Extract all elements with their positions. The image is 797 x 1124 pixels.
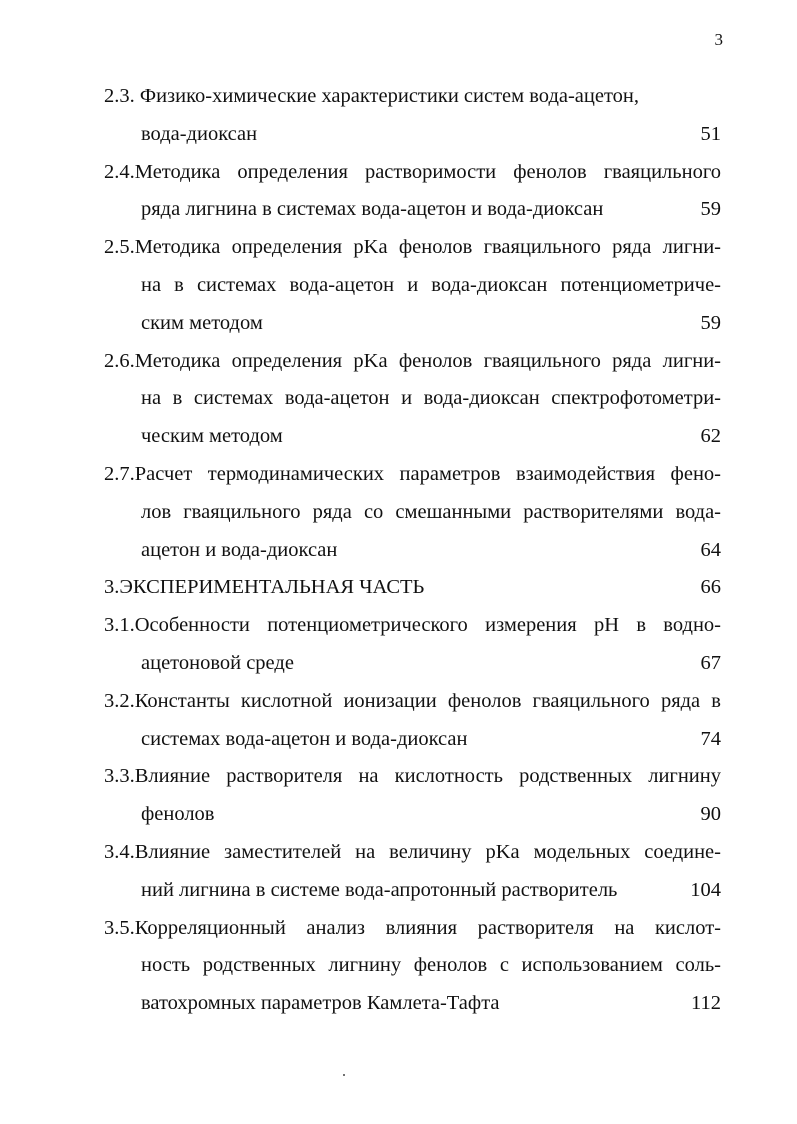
toc-line — [104, 721, 721, 759]
page-number: 3 — [714, 30, 723, 49]
toc-line: лов гваяцильного ряда со смешанными растворителями вода- — [141, 500, 721, 523]
toc-line — [104, 985, 721, 1023]
toc-line: 2.6.Методика определения pKa фенолов гваяцильного ряда лигни- — [104, 349, 721, 372]
toc-line — [104, 872, 721, 910]
toc-line — [104, 305, 721, 343]
toc-page-number: 51 — [700, 122, 721, 145]
toc-line: на в системах вода-ацетон и вода-диоксан потенциометриче- — [141, 273, 721, 296]
toc-line: 3.4.Влияние заместителей на величину pKa модельных соедине- — [104, 840, 721, 863]
toc-page-number: 62 — [700, 425, 721, 448]
toc-line: на в системах вода-ацетон и вода-диоксан спектрофотометри- — [141, 387, 721, 410]
toc-page-number: 59 — [700, 311, 721, 334]
toc-entry-3-1 — [104, 607, 721, 683]
toc-line — [104, 418, 721, 456]
toc-entry-2-5 — [104, 229, 721, 342]
toc-line — [104, 645, 721, 683]
toc-line: 3.5.Корреляционный анализ влияния растворителя на кислот- — [104, 916, 721, 939]
toc-line: 3.2.Константы кислотной ионизации фенолов гваяцильного ряда в — [104, 689, 721, 712]
toc-line — [104, 569, 721, 607]
toc-entry-2-6 — [104, 343, 721, 456]
toc-line-text: ряда лигнина в системах вода-ацетон и вода-диоксан — [141, 198, 604, 221]
toc-page-number: 74 — [700, 727, 721, 750]
toc-line — [104, 191, 721, 229]
toc-page-number: 90 — [700, 803, 721, 826]
toc-page-number: 67 — [700, 651, 721, 674]
toc-line: 3.3.Влияние растворителя на кислотность родственных лигнину — [104, 765, 721, 788]
toc-entry-3 — [104, 569, 721, 607]
toc-entry-3-3 — [104, 758, 721, 834]
toc-page-number: 59 — [700, 198, 721, 221]
toc-line-text: ватохромных параметров Камлета-Тафта — [141, 992, 500, 1015]
toc-entry-2-4 — [104, 154, 721, 230]
toc-line-text: системах вода-ацетон и вода-диоксан — [141, 727, 468, 750]
toc-line-text: фенолов — [141, 803, 215, 826]
toc-line: 2.7.Расчет термодинамических параметров взаимодействия фено- — [104, 462, 721, 485]
toc-line-text: ацетоновой среде — [141, 651, 294, 674]
toc-entry-2-7 — [104, 456, 721, 569]
toc-line-text: ацетон и вода-диоксан — [141, 538, 338, 561]
table-of-contents — [104, 78, 721, 1023]
toc-page-number: 112 — [691, 992, 721, 1015]
toc-entry-3-4 — [104, 834, 721, 910]
toc-line: 2.4.Методика определения растворимости фенолов гваяцильного — [104, 160, 721, 183]
toc-line-text: ний лигнина в системе вода-апротонный растворитель — [141, 878, 618, 901]
toc-line: 2.3. Физико-химические характеристики систем вода-ацетон, — [104, 85, 640, 107]
toc-entry-2-3 — [104, 78, 721, 154]
toc-line-text: вода-диоксан — [141, 122, 258, 145]
toc-line — [104, 532, 721, 570]
scan-speck — [343, 1074, 345, 1076]
toc-page-number: 64 — [700, 538, 721, 561]
toc-section-heading: 3.ЭКСПЕРИМЕНТАЛЬНАЯ ЧАСТЬ — [104, 576, 425, 599]
toc-page-number: 104 — [690, 878, 721, 901]
toc-page-number: 66 — [700, 576, 721, 599]
toc-line — [104, 116, 721, 154]
toc-line: 3.1.Особенности потенциометрического измерения pH в водно- — [104, 614, 721, 637]
toc-line: ность родственных лигнину фенолов с использованием соль- — [141, 954, 721, 977]
toc-line: 2.5.Методика определения pKa фенолов гваяцильного ряда лигни- — [104, 236, 721, 259]
toc-entry-3-2 — [104, 683, 721, 759]
toc-line — [104, 796, 721, 834]
toc-entry-3-5 — [104, 910, 721, 1023]
toc-line-text: ческим методом — [141, 425, 283, 448]
toc-line-text: ским методом — [141, 311, 263, 334]
